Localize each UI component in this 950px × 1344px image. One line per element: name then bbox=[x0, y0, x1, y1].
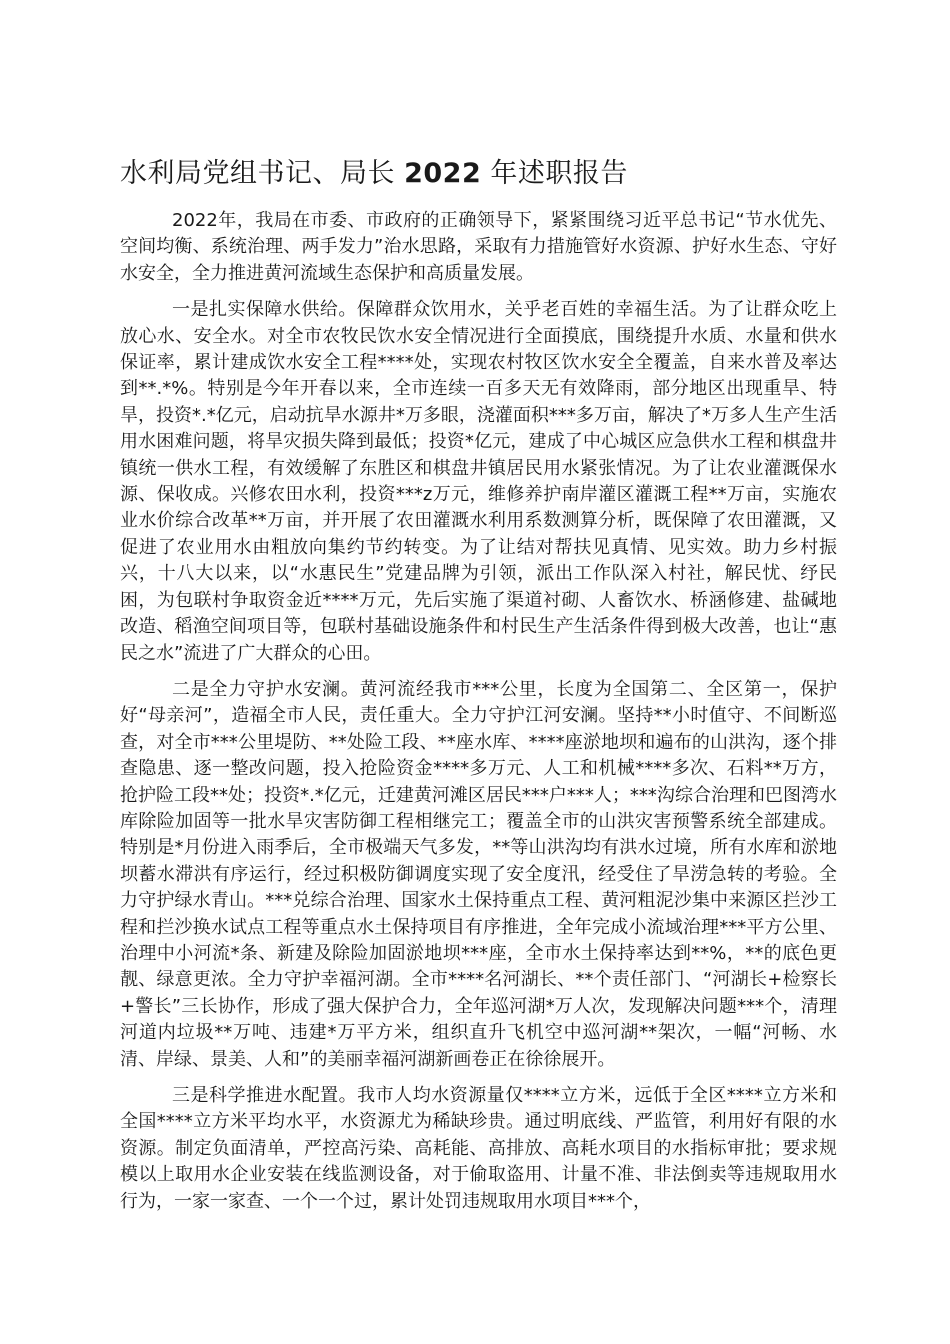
section-water-allocation-paragraph: 三是科学推进水配置。我市人均水资源量仅****立方米，远低于全区****立方米和全国****立方米平均水平，水资源尤为稀缺珍贵。通过明底线、严监管，利用好有限的水资源。制定负面清单，严控高污染、高耗能、高排放、高耗水项目的水指标审批；要求规模以上取用水企业安装在线监测设备，对于偷取盗用、计量不准、非法倒卖等违规取用水行为，一家一家查、一个一个过，累计处罚违规取用水项目***个， bbox=[120, 1085, 837, 1212]
title-year: 2022 bbox=[404, 158, 482, 189]
title-prefix: 水利局党组书记、局长 bbox=[120, 158, 395, 189]
intro-paragraph: 2022年，我局在市委、市政府的正确领导下，紧紧围绕习近平总书记“节水优先、空间均衡、系统治理、两手发力”治水思路，采取有力措施管好水资源、护好水生态、守好水安全，全力推进黄河流域生态保护和高质量发展。 bbox=[120, 210, 837, 284]
title-suffix: 年述职报告 bbox=[490, 158, 628, 189]
section-water-supply-paragraph: 一是扎实保障水供给。保障群众饮用水，关乎老百姓的幸福生活。为了让群众吃上放心水、安全水。对全市农牧民饮水安全情况进行全面摸底，围绕提升水质、水量和供水保证率，累计建成饮水安全工程****处，实现农村牧区饮水安全全覆盖，自来水普及率达到**.*%。特别是今年开春以来，全市连续一百多天无有效降雨，部分地区出现重旱、特旱，投资*.*亿元，启动抗旱水源井*万多眼，浇灌面积***多万亩，解决了*万多人生产生活用水困难问题，将旱灾损失降到最低；投资*亿元，建成了中心城区应急供水工程和棋盘井镇统一供水工程，有效缓解了东胜区和棋盘井镇居民用水紧张情况。为了让农业灌溉保水源、保收成。兴修农田水利，投资***z万元，维修养护南岸灌区灌溉工程**万亩，实施农业水价综合改革**万亩，并开展了农田灌溉水利用系数测算分析，既保障了农田灌溉，又促进了农业用水由粗放向集约节约转变。为了让结对帮扶见真情、见实效。助力乡村振兴，十八大以来，以“水惠民生”党建品牌为引领，派出工作队深入村社，解民忧、纾民困，为包联村争取资金近****万元，先后实施了渠道衬砌、人畜饮水、桥涵修建、盐碱地改造、稻渔空间项目等，包联村基础设施条件和村民生产生活条件得到极大改善，也让“惠民之水”流进了广大群众的心田。 bbox=[120, 299, 837, 664]
document-title bbox=[120, 148, 837, 200]
section-water-safety-paragraph: 二是全力守护水安澜。黄河流经我市***公里，长度为全国第二、全区第一，保护好“母亲河”，造福全市人民，责任重大。全力守护江河安澜。坚持**小时值守、不间断巡查，对全市***公里堤防、**处险工段、**座水库、****座淤地坝和遍布的山洪沟，逐个排查隐患、逐一整改问题，投入抢险资金****多万元、人工和机械****多次、石料**万方，抢护险工段**处；投资*.*亿元，迁建黄河滩区居民***户***人；***沟综合治理和巴图湾水库除险加固等一批水旱灾害防御工程相继完工；覆盖全市的山洪灾害预警系统全部建成。特别是*月份进入雨季后，全市极端天气多发，**等山洪沟均有洪水过境，所有水库和淤地坝蓄水滞洪有序运行，经过积极防御调度实现了安全度汛，经受住了旱涝急转的考验。全力守护绿水青山。***兑综合治理、国家水土保持重点工程、黄河粗泥沙集中来源区拦沙工程和拦沙换水试点工程等重点水土保持项目有序推进，全年完成小流域治理***平方公里、治理中小河流*条、新建及除险加固淤地坝***座，全市水土保持率达到**%，**的底色更靓、绿意更浓。全力守护幸福河湖。全市****名河湖长、**个责任部门、“河湖长+检察长+警长”三长协作，形成了强大保护合力，全年巡河湖*万人次，发现解决问题***个，清理河道内垃圾**万吨、违建*万平方米，组织直升飞机空中巡河湖**架次，一幅“河畅、水清、岸绿、景美、人和”的美丽幸福河湖新画卷正在徐徐展开。 bbox=[120, 678, 837, 1070]
document-page bbox=[120, 148, 837, 1225]
